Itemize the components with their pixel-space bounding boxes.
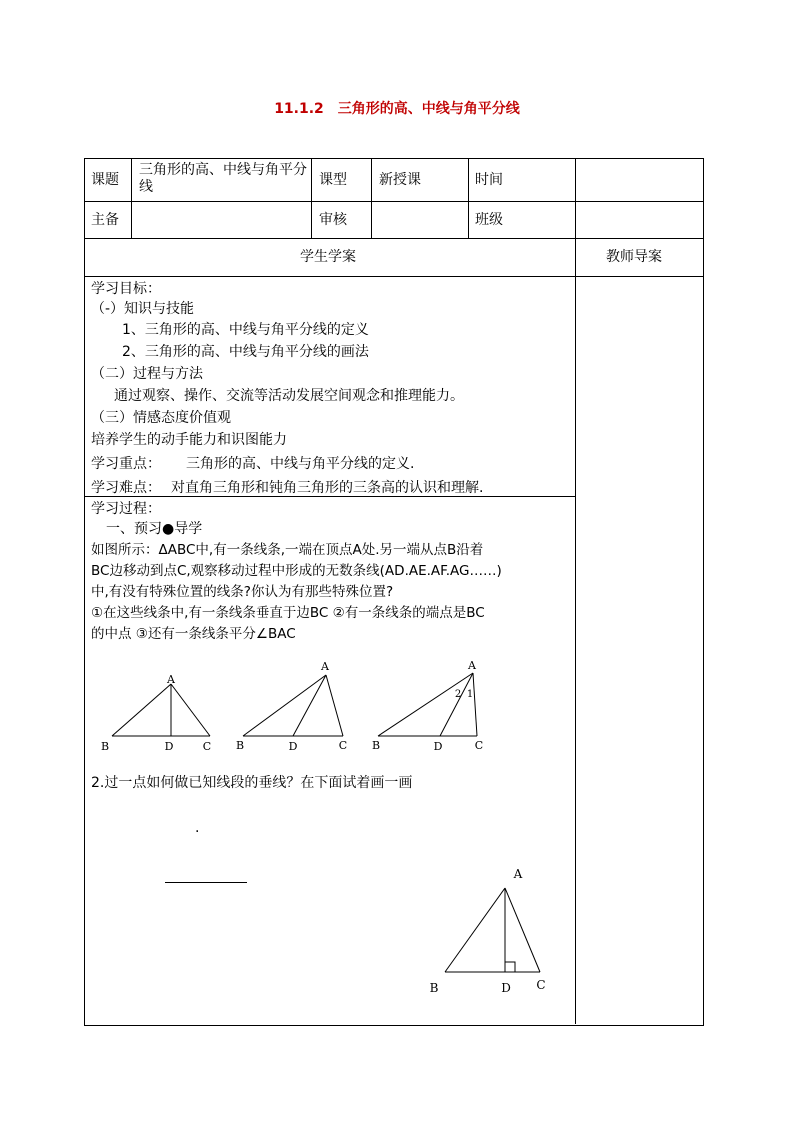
difficulty-label: 学习难点： xyxy=(91,480,161,496)
row-divider xyxy=(84,201,703,202)
teacher-section-header: 教师导案 xyxy=(606,249,662,265)
goals-item-2: 2、三角形的高、中线与角平分线的画法 xyxy=(122,344,369,360)
time-label: 时间 xyxy=(475,172,503,188)
process-para-4: ①在这些线条中,有一条线条垂直于边BC ②有一条线条的端点是BC xyxy=(91,605,485,621)
label-A: A xyxy=(167,673,175,686)
page-title: 11.1.2 三角形的高、中线与角平分线 xyxy=(274,101,520,117)
given-point: . xyxy=(195,820,200,836)
goals-process-text: 通过观察、操作、交流等活动发展空间观念和推理能力。 xyxy=(114,388,464,404)
process-para-2: BC边移动到点C,观察移动过程中形成的无数条线(AD.AE.AF.AG……) xyxy=(91,563,502,579)
label-D: D xyxy=(164,740,174,753)
goals-process: （二）过程与方法 xyxy=(91,366,203,382)
question-2: 2.过一点如何做已知线段的垂线？在下面试着画一画 xyxy=(91,775,413,791)
topic-value: 三角形的高、中线与角平分线 xyxy=(139,162,307,195)
angle-label-1: 1 xyxy=(466,689,474,700)
col-divider xyxy=(575,158,576,1024)
process-heading: 学习过程： xyxy=(91,501,161,517)
goals-knowledge: （-）知识与技能 xyxy=(91,301,195,317)
triangle-figures xyxy=(95,655,495,755)
label-B: B xyxy=(429,981,439,995)
reviewer-label: 审核 xyxy=(319,212,347,228)
right-angle-mark xyxy=(505,962,515,972)
label-D: D xyxy=(288,740,298,753)
topic-label: 课题 xyxy=(91,172,119,188)
key-point-text: 三角形的高、中线与角平分线的定义. xyxy=(186,456,415,472)
key-point-label: 学习重点： xyxy=(91,456,161,472)
lesson-type-value: 新授课 xyxy=(379,172,421,188)
row-divider xyxy=(84,276,703,277)
col-divider xyxy=(371,158,372,238)
process-para-1: 如图所示：ΔABC中,有一条线条,一端在顶点A处.另一端从点B沿着 xyxy=(91,542,484,558)
label-C: C xyxy=(202,740,212,753)
goals-item-1: 1、三角形的高、中线与角平分线的定义 xyxy=(122,322,369,338)
angle-label-2: 2 xyxy=(454,689,462,700)
given-line-segment xyxy=(165,882,247,883)
class-label: 班级 xyxy=(475,212,503,228)
student-section-header: 学生学案 xyxy=(300,249,356,265)
triangle-altitude-figure xyxy=(101,673,211,753)
label-C: C xyxy=(338,739,348,752)
label-D: D xyxy=(501,981,511,995)
process-subheading: 一、预习●导学 xyxy=(106,521,203,537)
triangle-median-figure xyxy=(236,660,347,753)
label-B: B xyxy=(371,739,381,752)
altitude-triangle-figure xyxy=(420,862,560,1002)
label-A: A xyxy=(468,659,476,672)
process-para-5: 的中点 ③还有一条线条平分∠BAC xyxy=(91,626,296,642)
label-C: C xyxy=(474,739,484,752)
label-A: A xyxy=(513,867,523,881)
row-divider xyxy=(84,238,703,239)
process-para-3: 中,有没有特殊位置的线条?你认为有那些特殊位置? xyxy=(91,584,394,600)
col-divider xyxy=(468,158,469,238)
preparer-label: 主备 xyxy=(91,212,119,228)
label-B: B xyxy=(235,739,245,752)
col-divider xyxy=(131,158,132,238)
goals-attitude-text: 培养学生的动手能力和识图能力 xyxy=(91,432,287,448)
label-D: D xyxy=(433,740,443,753)
goals-heading: 学习目标： xyxy=(91,281,161,297)
lesson-type-label: 课型 xyxy=(319,172,347,188)
label-B: B xyxy=(100,740,110,753)
label-A: A xyxy=(321,660,329,673)
difficulty-text: 对直角三角形和钝角三角形的三条高的认识和理解. xyxy=(171,480,484,496)
triangle-bisector-figure xyxy=(372,659,483,753)
goals-attitude: （三）情感态度价值观 xyxy=(91,410,231,426)
col-divider xyxy=(311,158,312,238)
label-C: C xyxy=(536,978,546,992)
